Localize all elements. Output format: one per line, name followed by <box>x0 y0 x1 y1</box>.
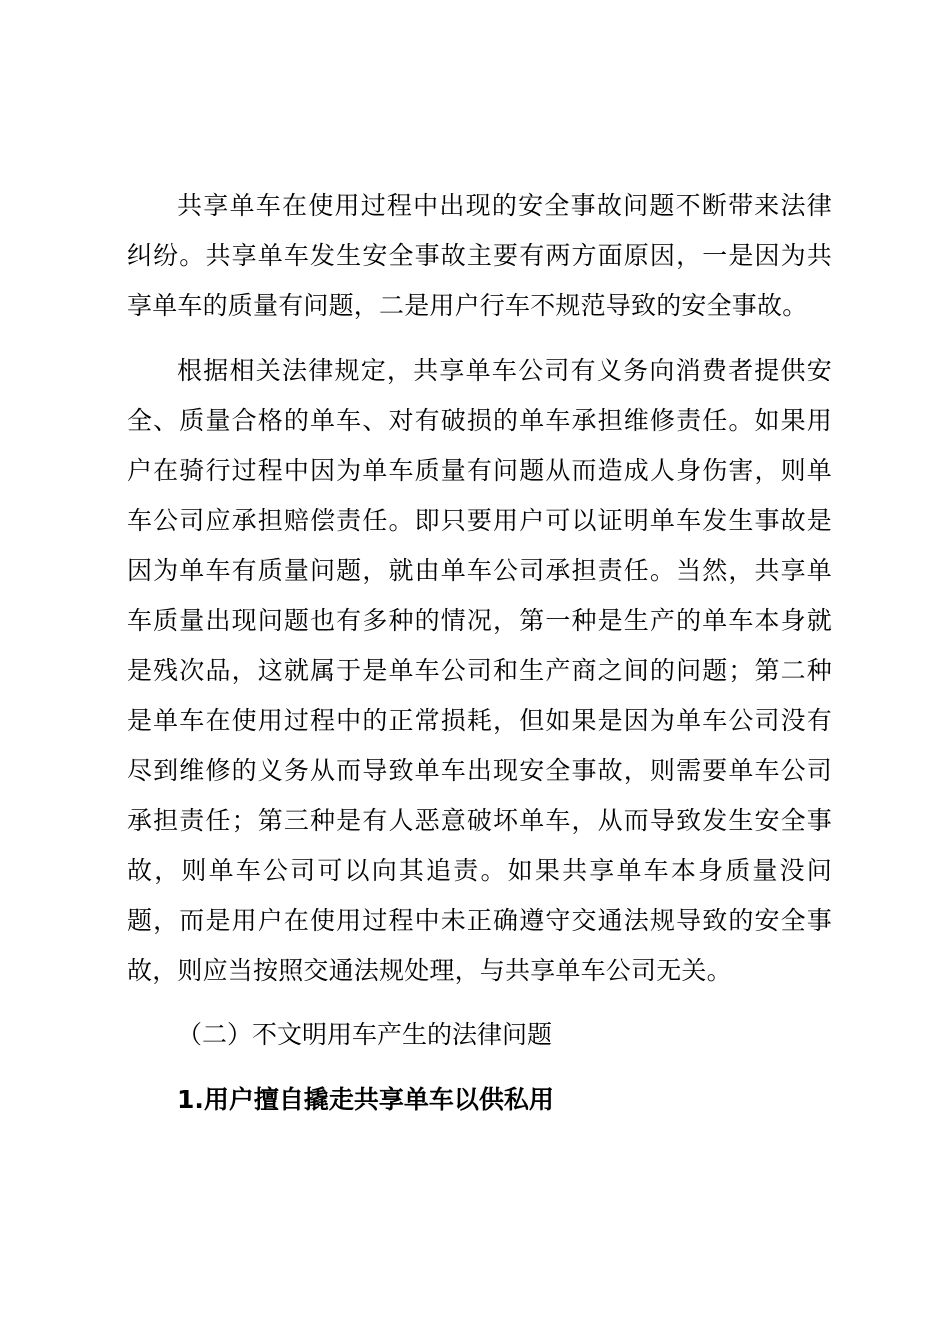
section-heading: （二）不文明用车产生的法律问题 <box>177 1020 553 1049</box>
subsection-heading: 1.用户擅自撬走共享单车以供私用 <box>177 1085 554 1114</box>
body-paragraph: 根据相关法律规定，共享单车公司有义务向消费者提供安全、质量合格的单车、对有破损的单车承担维修责任。如果用户在骑行过程中因为单车质量有问题从而造成人身伤害，则单车公司应承担赔偿责任。即只要用户可以证明单车发生事故是因为单车有质量问题，就由单车公司承担责任。当然，共享单车质量出现问题也有多种的情况，第一种是生产的单车本身就是残次品，这就属于是单车公司和生产商之间的问题；第二种是单车在使用过程中的正常损耗，但如果是因为单车公司没有尽到维修的义务从而导致单车出现安全事故，则需要单车公司承担责任；第三种是有人恶意破坏单车，从而导致发生安全事故，则单车公司可以向其追责。如果共享单车本身质量没问题，而是用户在使用过程中未正确遵守交通法规导致的安全事故，则应当按照交通法规处理，与共享单车公司无关。 <box>127 356 832 985</box>
body-paragraph: 共享单车在使用过程中出现的安全事故问题不断带来法律纠纷。共享单车发生安全事故主要有两方面原因，一是因为共享单车的质量有问题，二是用户行车不规范导致的安全事故。 <box>127 191 832 320</box>
